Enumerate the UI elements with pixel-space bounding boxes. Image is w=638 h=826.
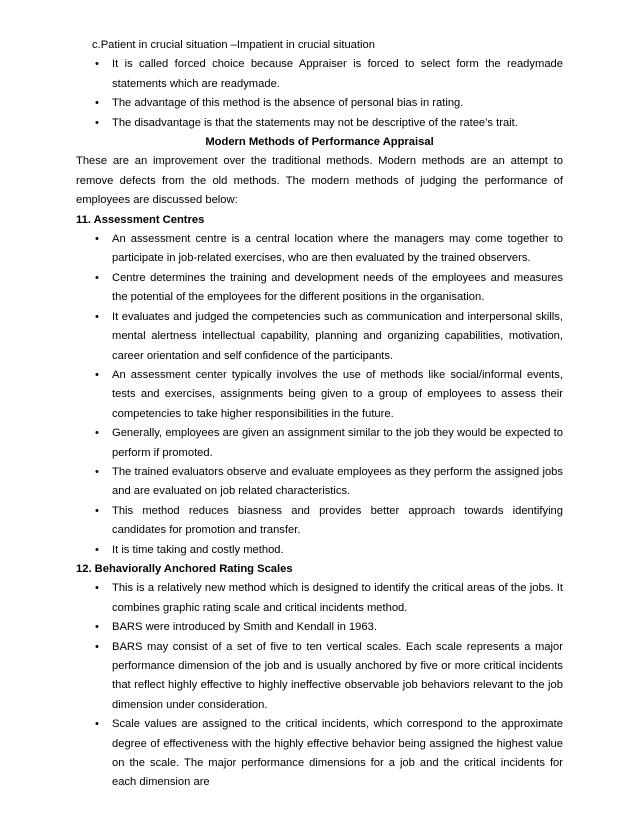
bullet-icon: • xyxy=(95,427,99,440)
modern-methods-heading: Modern Methods of Performance Appraisal xyxy=(205,136,434,149)
bullet-icon: • xyxy=(95,504,99,517)
list-item xyxy=(76,114,563,133)
list-item-text: It is called forced choice because Appraiser is forced to select form the readymade statements which are readymade. xyxy=(112,58,563,90)
list-item xyxy=(76,579,563,618)
list-item-text: BARS may consist of a set of five to ten vertical scales. Each scale represents a major performance dimension of the job and is usually anchored by five or more critical incidents that reflect highly effective to highly ineffective observable job behaviors relevant to the job dimension under consideration. xyxy=(112,640,563,711)
bars-bullet-list xyxy=(76,579,563,792)
bullet-icon: • xyxy=(95,271,99,284)
list-item-text: This method reduces biasness and provides better approach towards identifying candidates for promotion and transfer. xyxy=(112,504,563,537)
list-item-text: Generally, employees are given an assignment similar to the job they would be expected to perform if promoted. xyxy=(112,427,563,459)
list-item xyxy=(76,269,563,308)
modern-methods-paragraph: These are an improvement over the traditional methods. Modern methods are an attempt to remove defects from the old methods. The modern methods of judging the performance of employees are discussed below: xyxy=(76,155,563,207)
list-item xyxy=(76,502,563,541)
bullet-icon: • xyxy=(95,543,99,556)
bullet-icon: • xyxy=(95,368,99,381)
bullet-icon: • xyxy=(95,718,99,731)
list-item xyxy=(76,308,563,366)
bullet-icon: • xyxy=(95,310,99,323)
bullet-icon: • xyxy=(95,116,99,129)
list-item-text: An assessment center typically involves the use of methods like social/informal events, tests and exercises, assignments being given to a group of employees to assess their competencies to take higher responsibilities in the future. xyxy=(112,368,563,420)
list-item-text: The advantage of this method is the absence of personal bias in rating. xyxy=(112,97,464,110)
list-item xyxy=(76,94,563,113)
list-item xyxy=(76,424,563,463)
list-item xyxy=(76,463,563,502)
list-item xyxy=(76,715,563,793)
list-item-text: An assessment centre is a central location where the managers may come together to participate in job-related exercises, who are then evaluated by the trained observers. xyxy=(112,233,563,265)
list-item xyxy=(76,230,563,269)
list-item-text: BARS were introduced by Smith and Kendall in 1963. xyxy=(112,621,377,634)
bullet-icon: • xyxy=(95,58,99,71)
bullet-icon: • xyxy=(95,640,99,653)
list-item xyxy=(76,638,563,716)
list-item-text: It evaluates and judged the competencies such as communication and interpersonal skills, mental alertness intellectual capability, planning and organizing capabilities, motivation, career orientation and self confidence of the participants. xyxy=(112,310,563,362)
list-item-text: Scale values are assigned to the critical incidents, which correspond to the approximate degree of effectiveness with the highly effective behavior being assigned the highest value on the scale. The major performance dimensions for a job and the critical incidents for each dimension are xyxy=(112,718,563,789)
list-item xyxy=(76,55,563,94)
list-item-text: This is a relatively new method which is designed to identify the critical areas of the jobs. It combines graphic rating scale and critical incidents method. xyxy=(112,582,563,614)
bullet-icon: • xyxy=(95,621,99,634)
list-item-text: Centre determines the training and development needs of the employees and measures the potential of the employees for the different positions in the organisation. xyxy=(112,271,563,304)
bullet-icon: • xyxy=(95,97,99,110)
bullet-icon: • xyxy=(95,465,99,478)
assessment-bullet-list xyxy=(76,230,563,560)
bullet-icon: • xyxy=(95,582,99,595)
list-item-text: The trained evaluators observe and evaluate employees as they perform the assigned jobs and are evaluated on job related characteristics. xyxy=(112,465,563,498)
list-item xyxy=(76,541,563,560)
list-item xyxy=(76,366,563,424)
document-page xyxy=(76,36,563,793)
bars-heading: 12. Behaviorally Anchored Rating Scales xyxy=(76,562,293,575)
intro-bullet-list xyxy=(76,55,563,133)
bullet-icon: • xyxy=(95,233,99,246)
intro-line: c.Patient in crucial situation –Impatient in crucial situation xyxy=(92,39,375,51)
list-item-text: It is time taking and costly method. xyxy=(112,543,284,556)
list-item-text: The disadvantage is that the statements may not be descriptive of the ratee’s trait. xyxy=(112,116,518,129)
list-item xyxy=(76,618,563,637)
assessment-centres-heading: 11. Assessment Centres xyxy=(76,213,205,226)
